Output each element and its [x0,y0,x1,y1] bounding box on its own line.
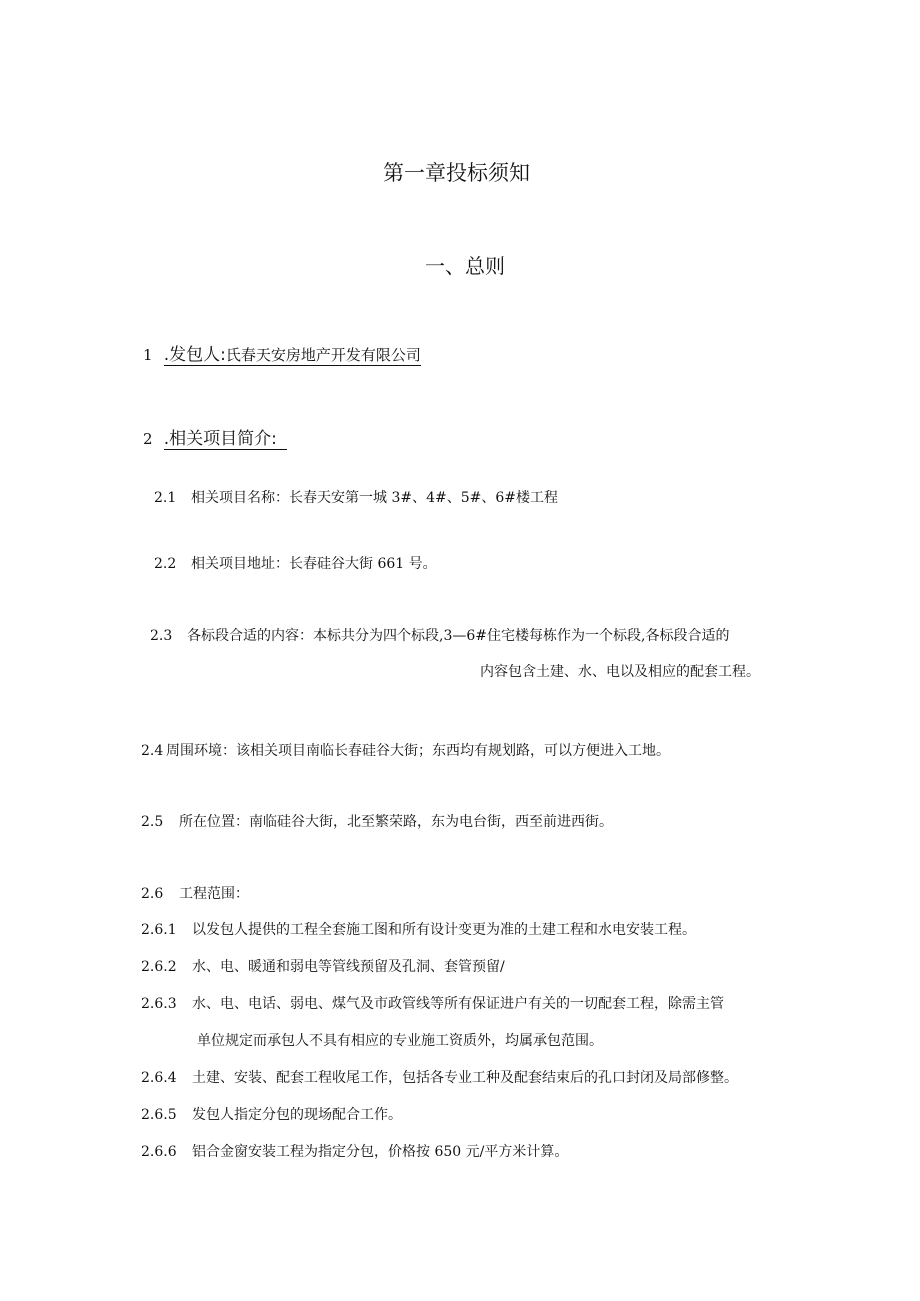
item-number: 2.6.2 [141,959,177,975]
item-2 [143,424,287,449]
item-text: 土建、安装、配套工程收尾工作，包括各专业工种及配套结束后的孔口封闭及局部修整。 [192,1070,738,1086]
item-text: 水、电、电话、弱电、煤气及市政管线等所有保证进户有关的一切配套工程，除需主管 [192,996,724,1012]
item-text: 水、电、暖通和弱电等管线预留及孔洞、套管预留/ [192,959,505,975]
item-number: 2.2 [154,556,177,572]
item-2-6 [141,883,249,903]
item-number: 2.6 [141,886,164,902]
item-1-label: .发包人: [163,345,226,365]
section-title: 一、总则 [425,254,505,278]
item-text: 各标段合适的内容：本标共分为四个标段,3—6#住宅楼每栋作为一个标段,各标段合适的 [187,628,730,644]
item-text: 发包人指定分包的现场配合工作。 [192,1107,402,1123]
item-text: 周围环境：该相关项目南临长春硅谷大街；东西均有规划路，可以方便进入工地。 [166,743,670,759]
item-number: 2.6.3 [141,996,177,1012]
item-2-label: .相关项目简介: [163,429,277,449]
item-text: 所在位置：南临硅谷大街，北至繁荣路，东为电台街，西至前进西街。 [179,814,613,830]
item-2-number: 2 [143,430,153,448]
item-1-value: 氏春天安房地产开发有限公司 [225,346,421,364]
item-number: 2.4 [141,743,164,759]
item-2-3 [150,625,729,645]
item-text: 铝合金窗安装工程为指定分包，价格按 650 元/平方米计算。 [192,1144,569,1160]
item-text: 相关项目地址：长春硅谷大街 661 号。 [191,556,437,572]
item-2-6-6 [141,1141,568,1161]
item-2-6-2 [141,956,505,976]
item-text: 工程范围： [179,886,249,902]
item-text: 以发包人提供的工程全套施工图和所有设计变更为准的土建工程和水电安装工程。 [192,922,696,938]
item-number: 2.6.4 [141,1070,177,1086]
item-2-6-1 [141,919,696,939]
item-2-2 [154,553,437,573]
item-number: 2.6.5 [141,1107,177,1123]
item-2-4 [141,740,670,760]
item-2-6-3 [141,993,724,1013]
item-1-number: 1 [143,346,153,364]
item-number: 2.6.1 [141,922,177,938]
item-2-6-3-continuation: 单位规定而承包人不具有相应的专业施工资质外，均属承包范围。 [197,1033,603,1049]
item-number: 2.6.6 [141,1144,177,1160]
item-number: 2.5 [141,814,164,830]
item-2-1 [154,487,558,507]
item-number: 2.3 [150,628,173,644]
item-number: 2.1 [154,490,177,506]
chapter-title: 第一章投标须知 [383,161,530,185]
item-2-6-4 [141,1067,738,1087]
item-1 [143,340,421,365]
item-2-5 [141,811,613,831]
item-2-6-5 [141,1104,402,1124]
item-text: 相关项目名称：长春天安第一城 3#、4#、5#、6#楼工程 [191,490,558,506]
item-2-3-continuation: 内容包含土建、水、电以及相应的配套工程。 [480,664,760,680]
